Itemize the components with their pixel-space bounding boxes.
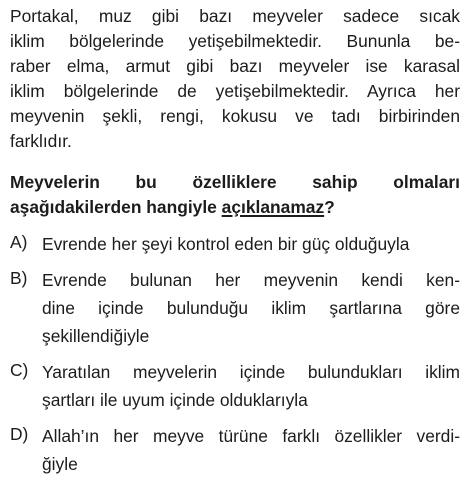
- option-line: ğiyle: [42, 454, 78, 474]
- question-passage: [10, 4, 460, 154]
- question-line: Meyvelerin bu özelliklere sahip olmaları: [10, 172, 460, 192]
- question-stem: [10, 170, 460, 220]
- option-letter: C): [10, 360, 29, 380]
- negative-keyword: açıklanamaz: [221, 197, 325, 217]
- option-letter: A): [10, 232, 28, 252]
- option-text: [42, 230, 460, 258]
- option-b[interactable]: [10, 266, 460, 350]
- option-text: [42, 358, 460, 414]
- passage-line: raber elma, armut gibi bazı meyveler ise karasal: [10, 56, 460, 76]
- passage-line: farklıdır.: [10, 131, 72, 151]
- option-line: dine içinde bulunduğu iklim şartlarına göre: [42, 298, 460, 318]
- question-line: [10, 195, 460, 220]
- passage-line: meyvenin şekli, rengi, kokusu ve tadı birbirinden: [10, 106, 460, 126]
- option-line: Evrende her şeyi kontrol eden bir güç olduğuyla: [42, 234, 410, 254]
- passage-line: Portakal, muz gibi bazı meyveler sadece sıcak: [10, 6, 460, 26]
- option-letter: D): [10, 424, 29, 444]
- option-line: Yaratılan meyvelerin içinde bulundukları iklim: [42, 362, 460, 382]
- option-line: şartları ile uyum içinde olduklarıyla: [42, 390, 308, 410]
- option-line: Allah’ın her meyve türüne farklı özellikler verdi-: [42, 426, 460, 446]
- option-line: şekillendiğiyle: [42, 326, 150, 346]
- passage-line: iklim bölgelerinde yetişebilmektedir. Bununla be-: [10, 31, 460, 51]
- question-mark: ?: [324, 197, 335, 217]
- option-c[interactable]: [10, 358, 460, 414]
- passage-line: iklim bölgelerinde de yetişebilmektedir. Ayrıca her: [10, 81, 460, 101]
- option-line: Evrende bulunan her meyvenin kendi ken-: [42, 270, 460, 290]
- option-a[interactable]: [10, 230, 460, 258]
- question-text: aşağıdakilerden hangiyle: [10, 197, 222, 217]
- option-d[interactable]: [10, 422, 460, 478]
- option-letter: B): [10, 268, 28, 288]
- option-text: [42, 266, 460, 350]
- answer-options: [10, 230, 460, 486]
- option-text: [42, 422, 460, 478]
